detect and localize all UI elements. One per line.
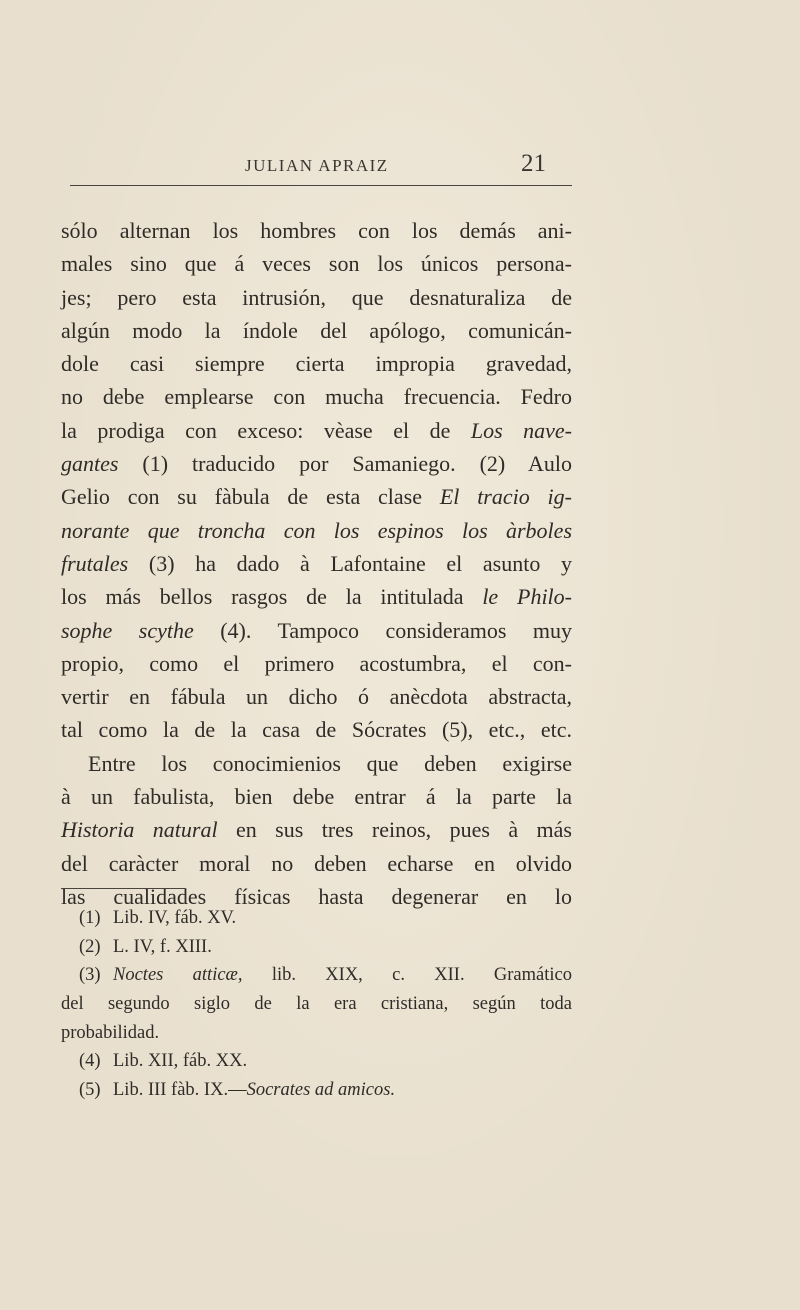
- body-line: sólo alternan los hombres con los demás ani-: [61, 218, 572, 243]
- body-line: sophe scythe (4). Tampoco consideramos muy: [61, 617, 572, 643]
- page-number: 21: [521, 150, 546, 177]
- footnote-continuation: probabilidad.: [61, 1022, 160, 1043]
- body-line: jes; pero esta intrusión, que desnaturaliza de: [61, 284, 572, 310]
- body-line: à un fabulista, bien debe entrar á la parte la: [61, 784, 572, 810]
- footnote-rule: [61, 888, 185, 889]
- footnote: (5) Lib. III fàb. IX.—Socrates ad amicos.: [79, 1080, 396, 1101]
- body-line: algún modo la índole del apólogo, comunicán-: [61, 317, 572, 343]
- body-line: frutales (3) ha dado à Lafontaine el asunto y: [61, 550, 572, 576]
- italic-title: gantes: [61, 451, 119, 477]
- body-line: Historia natural en sus tres reinos, pues à más: [61, 817, 572, 843]
- italic-title: norante que troncha con los espinos los àrboles: [61, 517, 572, 543]
- body-line: propio, como el primero acostumbra, el con-: [61, 650, 572, 676]
- body-line: tal como la de la casa de Sócrates (5), etc., etc.: [61, 717, 572, 743]
- italic-title: le Philo-: [482, 584, 572, 610]
- body-line: del caràcter moral no deben echarse en olvido: [61, 850, 572, 876]
- footnote: (2) L. IV, f. XIII.: [79, 936, 212, 957]
- italic-title: Historia natural: [61, 817, 218, 843]
- body-line: Entre los conocimienios que deben exigirse: [88, 750, 572, 776]
- body-text: [61, 214, 572, 913]
- footnotes: [61, 904, 572, 1105]
- running-head: [0, 150, 800, 180]
- body-line: males sino que á veces son los únicos persona-: [61, 251, 572, 277]
- footnote-continuation: del segundo siglo de la era cristiana, según toda: [61, 994, 572, 1015]
- italic-title: Los nave-: [470, 417, 572, 443]
- footnote: (1) Lib. IV, fáb. XV.: [79, 908, 237, 928]
- body-line: gantes (1) traducido por Samaniego. (2) Aulo: [61, 451, 572, 477]
- italic-title: sophe scythe: [61, 617, 194, 643]
- footnote: (3) Noctes atticæ, lib. XIX, c. XII. Gramático: [79, 965, 572, 986]
- footnote: (4) Lib. XII, fáb. XX.: [79, 1051, 248, 1072]
- body-line: dole casi siempre cierta impropia gravedad,: [61, 351, 572, 377]
- italic-title: frutales: [61, 550, 129, 576]
- body-line: los más bellos rasgos de la intitulada le Philo-: [61, 584, 572, 610]
- body-line: vertir en fábula un dicho ó anècdota abstracta,: [61, 684, 572, 710]
- body-line: la prodiga con exceso: vèase el de Los nave-: [61, 417, 572, 443]
- italic-title: El tracio ig-: [439, 484, 573, 510]
- running-head-author: JULIAN APRAIZ: [245, 156, 389, 175]
- body-line: Gelio con su fàbula de esta clase El tracio ig-: [61, 484, 573, 510]
- body-line: las cualidades físicas hasta degenerar en lo: [61, 883, 572, 909]
- body-line: [61, 514, 572, 547]
- header-rule: [70, 185, 572, 186]
- body-line: no debe emplearse con mucha frecuencia. Fedro: [61, 384, 572, 410]
